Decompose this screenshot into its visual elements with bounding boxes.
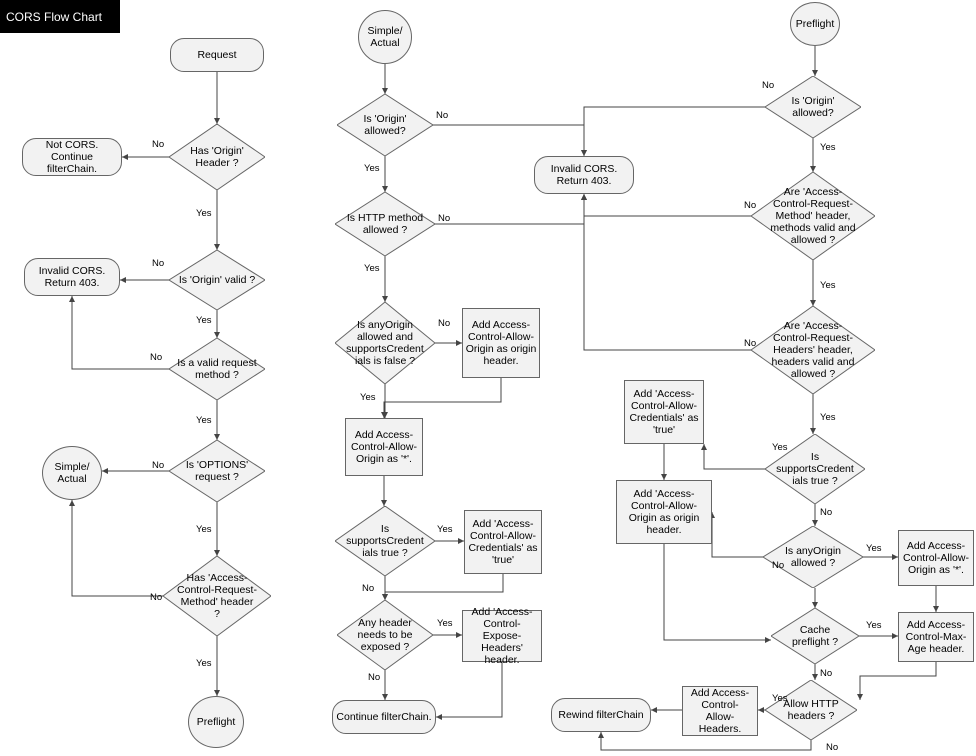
flow-edge <box>385 574 503 600</box>
flow-node-label: Is HTTP method allowed ? <box>346 212 424 236</box>
flow-node-r6: Add 'Access- Control-Allow- Credentials' as 'true' <box>624 380 704 444</box>
flow-node-r1: Preflight <box>790 2 840 46</box>
edge-label: Yes <box>820 280 836 291</box>
flow-node-label: Is 'OPTIONS' request ? <box>185 459 249 483</box>
edge-label: Yes <box>196 208 212 219</box>
flow-node-n7 <box>169 440 265 502</box>
flow-node-m7: Add Access- Control-Allow- Origin as '*'. <box>345 418 423 476</box>
page-title: CORS Flow Chart <box>0 0 120 33</box>
flow-node-r8 <box>763 526 863 588</box>
flow-node-label: Allow HTTP headers ? <box>783 698 839 722</box>
flow-node-r10 <box>771 608 859 664</box>
edge-label: No <box>772 560 785 571</box>
edge-label: Yes <box>820 142 836 153</box>
edge-label: Yes <box>360 392 376 403</box>
flow-node-r11: Add Access- Control-Max- Age header. <box>898 612 974 662</box>
flow-node-m6: Add Access- Control-Allow- Origin as origin header. <box>462 308 540 378</box>
flow-edge <box>433 125 584 156</box>
edge-label: Yes <box>866 620 882 631</box>
flow-node-label: Are 'Access- Control-Request- Headers' header, headers valid and allowed ? <box>771 320 855 380</box>
flow-node-n2 <box>169 124 265 190</box>
edge-label: No <box>744 338 757 349</box>
flow-node-r12 <box>765 680 857 740</box>
flow-edge <box>72 500 163 596</box>
flow-node-label: Is anyOrigin allowed and supportsCredent ials is false ? <box>346 319 424 367</box>
edge-label: Yes <box>196 315 212 326</box>
edge-label: Yes <box>196 658 212 669</box>
flow-node-n8: Simple/ Actual <box>42 446 102 500</box>
flow-node-m3: Invalid CORS. Return 403. <box>534 156 634 194</box>
edge-label: No <box>820 507 833 518</box>
edge-label: No <box>152 139 165 150</box>
edge-label: No <box>152 258 165 269</box>
edge-label: No <box>438 213 451 224</box>
flow-node-label: Is anyOrigin allowed ? <box>784 545 842 569</box>
edge-label: Yes <box>196 415 212 426</box>
edge-label: No <box>368 672 381 683</box>
flow-node-m10 <box>337 600 433 670</box>
flow-node-label: Is supportsCredent ials true ? <box>346 523 424 559</box>
edge-label: No <box>438 318 451 329</box>
flow-node-m8 <box>335 506 435 576</box>
flow-node-m9: Add 'Access- Control-Allow- Credentials' as 'true' <box>464 510 542 574</box>
edge-label: No <box>762 80 775 91</box>
flow-node-n5: Invalid CORS. Return 403. <box>24 258 120 296</box>
flow-node-n1: Request <box>170 38 264 72</box>
flow-node-m2 <box>337 94 433 156</box>
flow-node-n6 <box>169 338 265 400</box>
edge-label: No <box>150 352 163 363</box>
flow-node-n4 <box>169 250 265 310</box>
flow-edge <box>435 194 584 224</box>
flow-edge <box>704 444 765 469</box>
flow-node-m4 <box>335 192 435 256</box>
flow-node-label: Is supportsCredent ials true ? <box>776 451 854 487</box>
edge-label: No <box>362 583 375 594</box>
edge-label: No <box>152 460 165 471</box>
edge-label: Yes <box>866 543 882 554</box>
edge-label: Yes <box>772 693 788 704</box>
edge-label: Yes <box>364 263 380 274</box>
edge-label: No <box>826 742 839 753</box>
flow-node-label: Has 'Access- Control-Request- Method' header ? <box>177 572 257 620</box>
flow-edge <box>860 662 936 700</box>
flow-node-m11: Add 'Access- Control-Expose- Headers' header. <box>462 610 542 662</box>
edge-label: No <box>820 668 833 679</box>
edge-label: Yes <box>196 524 212 535</box>
flow-edge <box>384 378 501 418</box>
flow-node-r13: Add Access- Control- Allow- Headers. <box>682 686 758 736</box>
flow-node-label: Any header needs to be exposed ? <box>357 617 413 653</box>
flow-node-label: Is 'Origin' valid ? <box>178 274 256 286</box>
flow-edge <box>664 544 771 640</box>
flow-edge <box>584 194 751 350</box>
flow-edge <box>712 512 763 557</box>
edge-label: No <box>150 592 163 603</box>
flow-edge <box>436 662 502 717</box>
flow-node-r3 <box>751 172 875 260</box>
flow-node-label: Is 'Origin' allowed? <box>791 95 835 119</box>
flow-node-label: Has 'Origin' Header ? <box>190 145 244 169</box>
flow-node-r7: Add 'Access- Control-Allow- Origin as origin header. <box>616 480 712 544</box>
flow-edge <box>584 107 765 156</box>
flow-node-r2 <box>765 76 861 138</box>
flow-node-n3: Not CORS. Continue filterChain. <box>22 138 122 176</box>
edge-label: No <box>436 110 449 121</box>
flow-node-label: Are 'Access- Control-Request- Method' header, methods valid and allowed ? <box>770 186 856 246</box>
flow-node-r14: Rewind filterChain <box>551 698 651 732</box>
flow-node-m12: Continue filterChain. <box>332 700 436 734</box>
flow-node-label: Is 'Origin' allowed? <box>363 113 407 137</box>
flow-node-r4 <box>751 306 875 394</box>
edge-label: Yes <box>772 442 788 453</box>
edge-label: Yes <box>437 524 453 535</box>
flow-node-n10: Preflight <box>188 696 244 748</box>
edge-label: Yes <box>820 412 836 423</box>
flow-node-label: Cache preflight ? <box>791 624 839 648</box>
flow-node-n9 <box>163 556 271 636</box>
flow-node-label: Is a valid request method ? <box>177 357 257 381</box>
flow-node-m5 <box>335 302 435 384</box>
edge-label: Yes <box>364 163 380 174</box>
edge-label: No <box>744 200 757 211</box>
flow-edge <box>584 194 751 216</box>
flow-node-m1: Simple/ Actual <box>358 10 412 64</box>
edge-label: Yes <box>437 618 453 629</box>
flow-node-r9: Add Access- Control-Allow- Origin as '*'. <box>898 530 974 586</box>
